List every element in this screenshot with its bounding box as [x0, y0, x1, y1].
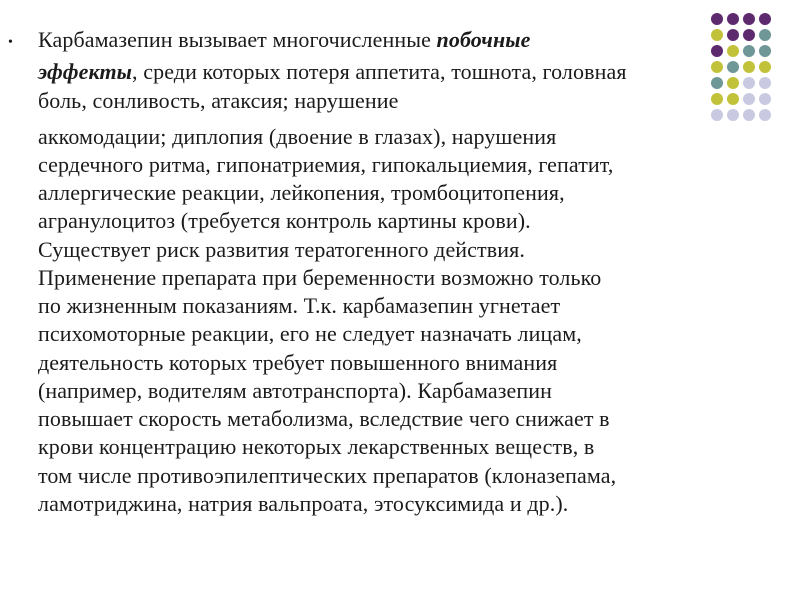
text-line-2: [38, 58, 627, 86]
text-line-1-plain: Карбамазепин вызывает многочисленные: [38, 27, 437, 52]
text-line-15: крови концентрацию некоторых лекарственных веществ, в: [38, 434, 595, 459]
text-line-2-plain: , среди которых потеря аппетита, тошнота, головная: [132, 59, 627, 84]
text-line-11: психомоторные реакции, его не следует назначать лицам,: [38, 321, 582, 346]
text-line-10: по жизненным показаниям. Т.к. карбамазепин угнетает: [38, 293, 561, 318]
text-line-12: деятельность которых требует повышенного внимания: [38, 350, 558, 375]
text-line-6: аллергические реакции, лейкопения, тромбоцитопения,: [38, 180, 565, 205]
emphasis-side-effects-1: побочные: [436, 27, 531, 52]
text-line-1: [38, 26, 531, 54]
text-line-8: Существует риск развития тератогенного действия.: [38, 237, 525, 262]
text-line-5: сердечного ритма, гипонатриемия, гипокальциемия, гепатит,: [38, 152, 614, 177]
bullet-marker: •: [8, 35, 13, 50]
text-line-13: (например, водителям автотранспорта). Карбамазепин: [38, 378, 552, 403]
text-line-17: ламотриджина, натрия вальпроата, этосуксимида и др.).: [38, 491, 569, 516]
text-line-9: Применение препарата при беременности возможно только: [38, 265, 602, 290]
text-line-3: боль, сонливость, атаксия; нарушение: [38, 88, 399, 113]
text-line-4: аккомодации; диплопия (двоение в глазах), нарушения: [38, 124, 557, 149]
text-line-16: том числе противоэпилептических препаратов (клоназепама,: [38, 463, 617, 488]
text-line-7: агранулоцитоз (требуется контроль картины крови).: [38, 208, 531, 233]
text-line-14: повышает скорость метаболизма, вследствие чего снижает в: [38, 406, 610, 431]
emphasis-side-effects-2: эффекты: [38, 59, 133, 84]
